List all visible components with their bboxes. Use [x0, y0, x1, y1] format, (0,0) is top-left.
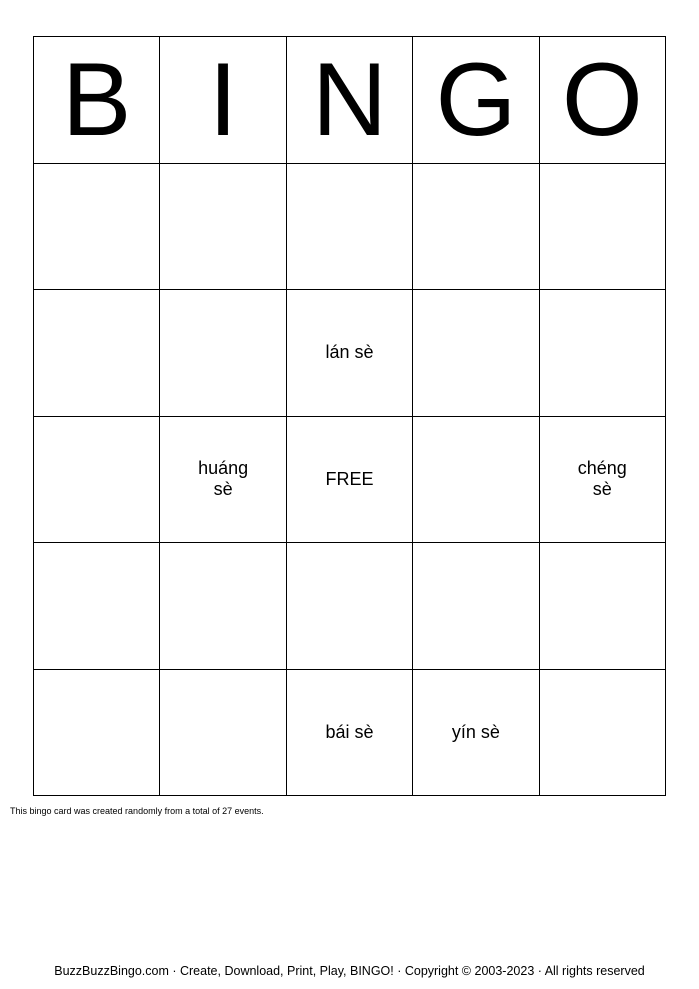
- bingo-cell-r5-c3: bái sè: [287, 670, 413, 797]
- header-letter-b: B: [34, 37, 160, 164]
- bingo-cell-r5-c4: yín sè: [413, 670, 539, 797]
- header-letter-o: O: [540, 37, 666, 164]
- bingo-cell-r4-c3: [287, 543, 413, 670]
- bingo-cell-r4-c4: [413, 543, 539, 670]
- bingo-cell-r1-c5: [540, 164, 666, 291]
- bingo-cell-r2-c3: lán sè: [287, 290, 413, 417]
- bingo-cell-r5-c1: [34, 670, 160, 797]
- bingo-cell-r3-c5: chéng sè: [540, 417, 666, 544]
- header-letter-i: I: [160, 37, 286, 164]
- card-generation-note: This bingo card was created randomly from a total of 27 events.: [10, 806, 264, 816]
- bingo-cell-r5-c5: [540, 670, 666, 797]
- bingo-cell-r3-c2: huáng sè: [160, 417, 286, 544]
- bingo-card: [33, 36, 666, 796]
- bingo-cell-r2-c4: [413, 290, 539, 417]
- bingo-cell-r2-c1: [34, 290, 160, 417]
- page-footer: BuzzBuzzBingo.com · Create, Download, Print, Play, BINGO! · Copyright © 2003-2023 · All rights reserved: [54, 964, 645, 978]
- bingo-cell-r1-c3: [287, 164, 413, 291]
- bingo-cell-r2-c5: [540, 290, 666, 417]
- free-space-cell: FREE: [287, 417, 413, 544]
- bingo-cell-r3-c1: [34, 417, 160, 544]
- bingo-cell-r2-c2: [160, 290, 286, 417]
- bingo-cell-r1-c1: [34, 164, 160, 291]
- bingo-cell-r1-c4: [413, 164, 539, 291]
- bingo-cell-r4-c2: [160, 543, 286, 670]
- header-letter-g: G: [413, 37, 539, 164]
- bingo-cell-r3-c4: [413, 417, 539, 544]
- bingo-cell-r5-c2: [160, 670, 286, 797]
- bingo-cell-r1-c2: [160, 164, 286, 291]
- header-letter-n: N: [287, 37, 413, 164]
- bingo-cell-r4-c5: [540, 543, 666, 670]
- bingo-cell-r4-c1: [34, 543, 160, 670]
